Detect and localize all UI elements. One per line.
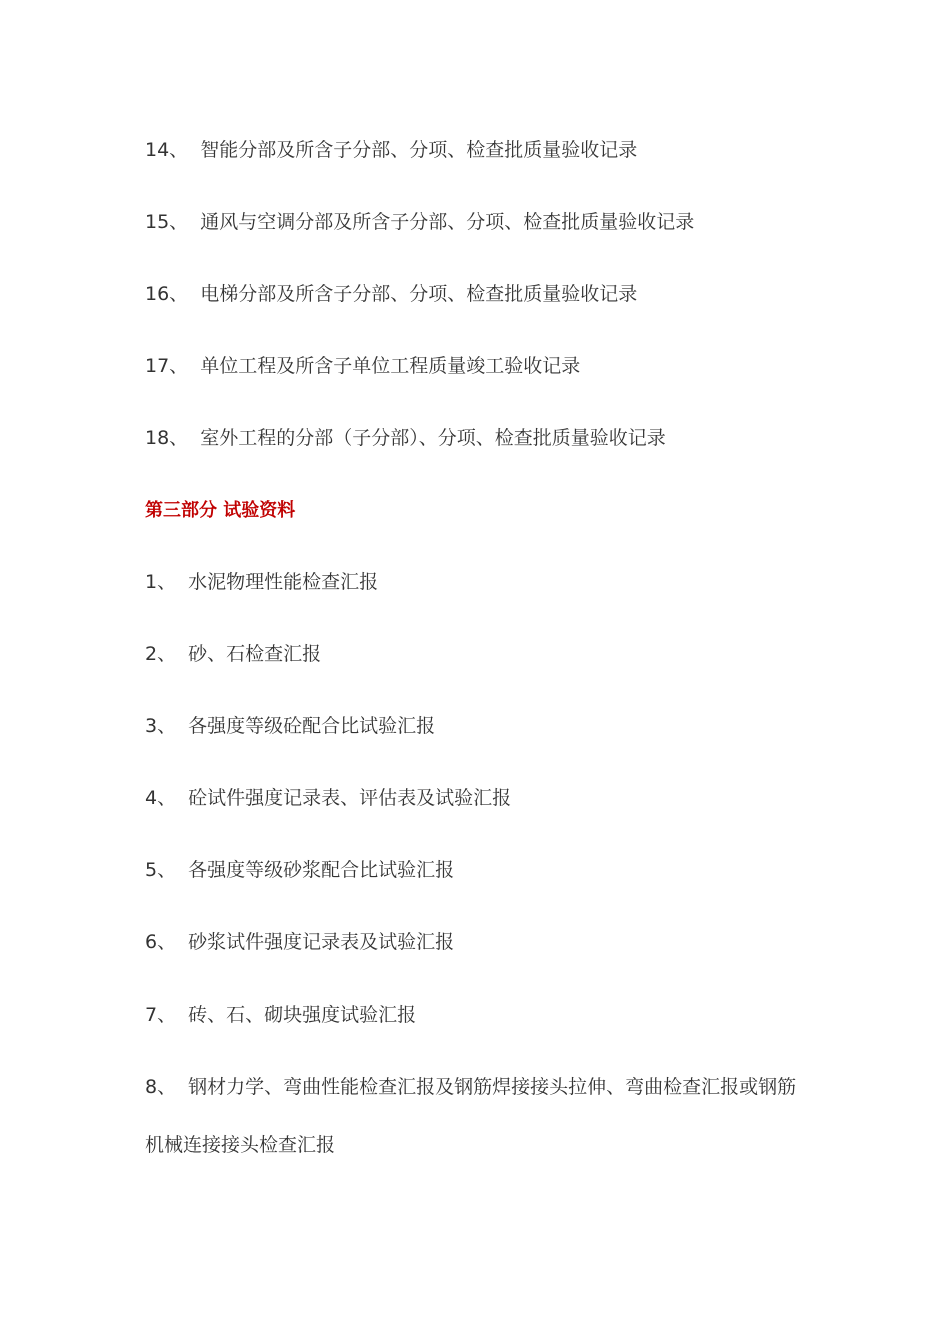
item-number: 7、	[145, 1004, 177, 1026]
item-number: 3、	[145, 715, 177, 737]
list-item	[145, 137, 805, 163]
list-item	[145, 1002, 805, 1028]
item-number: 2、	[145, 643, 177, 665]
item-text: 砂浆试件强度记录表及试验汇报	[188, 931, 455, 953]
list-item	[145, 353, 805, 379]
list-item	[145, 713, 805, 739]
item-text: 通风与空调分部及所含子分部、分项、检查批质量验收记录	[200, 211, 695, 233]
item-number: 6、	[145, 931, 177, 953]
item-number: 16、	[145, 283, 189, 305]
list-item	[145, 569, 805, 595]
item-text: 各强度等级砼配合比试验汇报	[188, 715, 436, 737]
item-text: 单位工程及所含子单位工程质量竣工验收记录	[200, 355, 581, 377]
list-item	[145, 425, 805, 451]
list-item	[145, 857, 805, 883]
item-text: 砖、石、砌块强度试验汇报	[188, 1004, 417, 1026]
item-number: 18、	[145, 427, 189, 449]
item-text: 室外工程的分部（子分部）、分项、检查批质量验收记录	[200, 427, 666, 449]
item-text: 电梯分部及所含子分部、分项、检查批质量验收记录	[200, 283, 638, 305]
item-text: 各强度等级砂浆配合比试验汇报	[188, 859, 455, 881]
list-item	[145, 209, 805, 235]
item-number: 5、	[145, 859, 177, 881]
item-number: 15、	[145, 211, 189, 233]
list-item	[145, 785, 805, 811]
item-text: 砼试件强度记录表、评估表及试验汇报	[188, 787, 512, 809]
list-item	[145, 1058, 805, 1174]
item-number: 17、	[145, 355, 189, 377]
list-item	[145, 641, 805, 667]
item-text: 智能分部及所含子分部、分项、检查批质量验收记录	[200, 139, 638, 161]
item-number: 4、	[145, 787, 177, 809]
item-number: 1、	[145, 571, 177, 593]
item-text: 水泥物理性能检查汇报	[188, 571, 379, 593]
list-item	[145, 281, 805, 307]
list-item	[145, 929, 805, 955]
item-text: 钢材力学、弯曲性能检查汇报及钢筋焊接接头拉伸、弯曲检查汇报或钢筋机械连接接头检查汇报	[145, 1076, 797, 1156]
item-text: 砂、石检查汇报	[188, 643, 322, 665]
section-heading: 第三部分 试验资料	[145, 500, 296, 521]
item-number: 14、	[145, 139, 189, 161]
item-number: 8、	[145, 1076, 177, 1098]
